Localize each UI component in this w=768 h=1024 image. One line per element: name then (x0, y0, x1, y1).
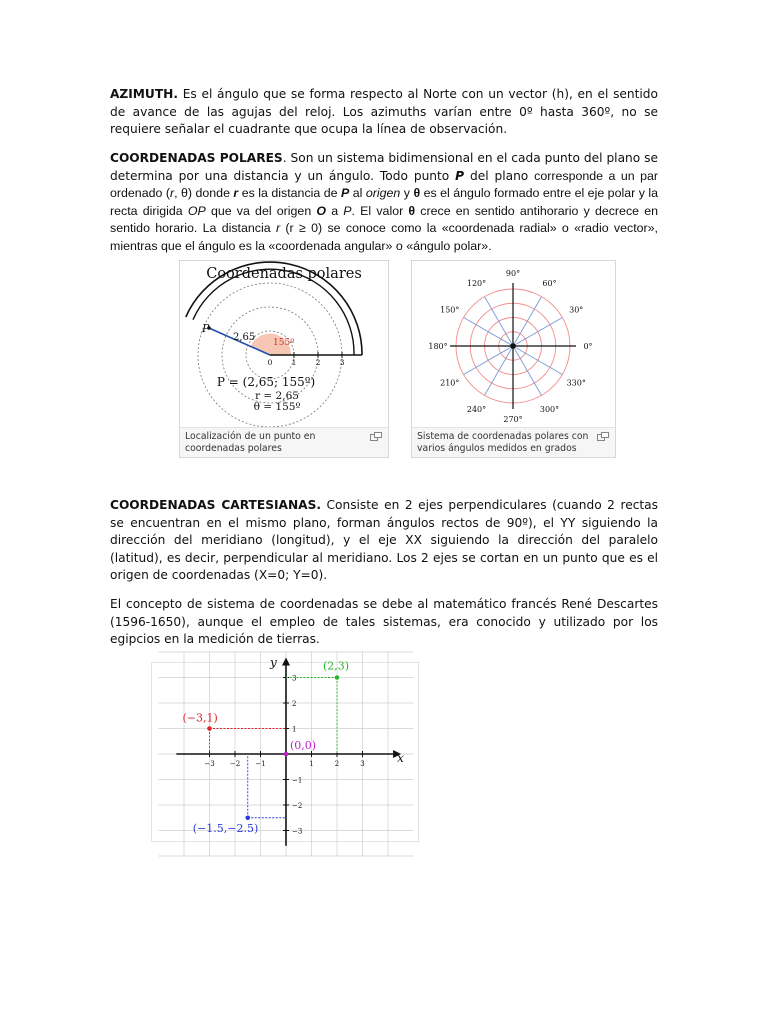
polares-text: del plano (464, 168, 535, 183)
radius-label: 2,65 (233, 332, 256, 343)
polares-text: r (169, 186, 175, 201)
y-tick-label: 1 (292, 725, 297, 734)
polares-paragraph (110, 150, 658, 256)
polares-text: OP (187, 203, 206, 218)
y-axis-arrow (282, 658, 290, 666)
polares-text: al (349, 186, 366, 201)
tick-label-0: 0 (267, 358, 273, 367)
tick-label-1: 1 (291, 358, 297, 367)
data-point (284, 752, 289, 757)
grid-ray (485, 346, 514, 395)
point-label: (0,0) (290, 739, 317, 752)
figure-caption: Sistema de coordenadas polares con varios ángulos medidos en grados (417, 431, 589, 454)
point-p-label: P (202, 322, 210, 335)
angle-label: 330° (566, 378, 586, 388)
polares-text: P (343, 203, 352, 218)
polares-text: a (326, 203, 344, 218)
angle-label: 155º (273, 338, 295, 348)
angle-label: 180° (428, 342, 448, 351)
x-tick-label: 1 (309, 760, 314, 768)
polares-text: . Son un sistema bidimensional en el cada punto del plano se determina por una distancia y un ángulo. Todo punto (110, 151, 658, 183)
angle-label: 0° (583, 342, 593, 351)
caption-area (180, 427, 388, 457)
polares-text: P (455, 168, 465, 183)
y-tick-label: −2 (292, 802, 303, 810)
polares-text: origen (365, 186, 401, 201)
polares-text: , θ) donde (174, 186, 234, 201)
grid-ray (513, 297, 542, 346)
cartesianas-paragraph (110, 497, 658, 585)
grid-ray (485, 297, 514, 346)
angle-label: 210° (440, 378, 460, 388)
x-tick-label: −2 (229, 760, 241, 768)
x-tick-label: 3 (360, 760, 365, 768)
caption-area (412, 427, 615, 457)
grid-ray (513, 318, 562, 347)
enlarge-icon[interactable] (370, 432, 382, 441)
x-axis-label: x (397, 751, 404, 765)
polares-text: θ (413, 186, 421, 201)
polares-text: crece en sentido antihorario y decrece en sentido horario. La distancia (110, 203, 658, 236)
polar-grid-figure (411, 260, 616, 458)
polar-figure-title: Coordenadas polares (206, 266, 362, 282)
polares-text: r (275, 221, 281, 236)
descartes-text: El concepto de sistema de coordenadas se debe al matemático francés René Descartes (1596-1650), aunque el empleo de tales sistemas, era conocido y utilizado por los egipcios en la medición de tierras. (110, 597, 658, 647)
x-tick-label: −1 (255, 760, 266, 768)
point-label: (2,3) (323, 659, 350, 673)
angle-label: 60° (542, 278, 557, 288)
polar-point-diagram (180, 261, 388, 429)
enlarge-icon[interactable] (597, 432, 609, 441)
polares-text: P (341, 186, 350, 201)
polar-point-figure (179, 260, 389, 458)
angle-label: 30° (569, 305, 584, 315)
polares-term: COORDENADAS POLARES (110, 151, 283, 165)
y-tick-label: 3 (292, 674, 297, 683)
tick-label-2: 2 (315, 358, 321, 367)
data-point (245, 815, 250, 820)
cartesianas-term: COORDENADAS CARTESIANAS. (110, 498, 321, 512)
y-axis-label: y (270, 655, 277, 670)
cartesian-diagram (152, 655, 418, 841)
angle-label: 90° (505, 269, 521, 278)
angle-label: 240° (466, 405, 487, 415)
polares-text: (r ≥ 0) se conoce como la «coordenada radial» o «radio vector», mientras que el ángulo es la «coordenada angular» o «ángulo polar». (110, 221, 658, 253)
cartesianas-text: Consiste en 2 ejes perpendiculares (cuando 2 rectas se encuentran en el mismo plano, forman ángulos rectos de 90º), el YY siguiendo la dirección del meridiano (longitud), y el eje XX siguiendo la dirección del paralelo (latitud), es decir, perpendicular al meridiano. Los 2 ejes se cortan en un punto que es el origen de coordenadas (X=0; Y=0). (110, 498, 658, 583)
point-label: (−1.5,−2.5) (192, 821, 259, 835)
x-tick-label: −3 (204, 760, 215, 768)
point-label: (−3,1) (182, 711, 218, 725)
data-point (207, 726, 212, 731)
x-tick-label: 2 (334, 760, 340, 768)
polares-text: r (233, 186, 239, 201)
grid-ray (513, 346, 562, 375)
angle-label: 150° (440, 305, 460, 315)
polares-text: O (316, 203, 327, 218)
polares-text: es la distancia de (238, 186, 341, 201)
y-tick-label: 2 (292, 700, 297, 708)
equation-theta: θ = 155º (253, 401, 301, 413)
azimuth-paragraph (110, 86, 658, 139)
equation-p: P = (2,65; 155º) (216, 375, 316, 389)
equation-r: r = 2,65 (255, 390, 299, 402)
polares-text: es el ángulo formado entre el eje polar y la recta dirigida (110, 186, 658, 218)
angle-label: 120° (466, 278, 487, 288)
azimuth-term: AZIMUTH. (110, 87, 178, 101)
cartesian-figure (151, 655, 419, 842)
angle-label: 270° (503, 415, 523, 424)
pole-point (510, 343, 516, 349)
figure-caption: Localización de un punto en coordenadas polares (185, 431, 316, 454)
polares-text: . El valor (351, 203, 409, 218)
grid-ray (464, 346, 513, 375)
azimuth-text: Es el ángulo que se forma respecto al Norte con un vector (h), en el sentido de avance de las agujas del reloj. Los azimuths varían entre 0º hasta 360º, no se requiere señalar el cuadrante que ocupa la línea de observación. (110, 87, 658, 137)
angle-label: 300° (539, 405, 560, 415)
data-point (335, 675, 340, 680)
descartes-paragraph (110, 596, 658, 649)
grid-ray (513, 346, 542, 395)
y-tick-label: −3 (292, 827, 303, 836)
polares-text: corresponde a un par ordenado ( (110, 168, 658, 201)
polares-text: que va del origen (205, 203, 317, 218)
tick-label-3: 3 (339, 358, 345, 367)
grid-ray (464, 318, 513, 347)
polares-text: θ (408, 203, 416, 218)
y-tick-label: −1 (292, 776, 303, 785)
polares-text: y (400, 186, 414, 201)
polar-grid-diagram (412, 261, 615, 431)
